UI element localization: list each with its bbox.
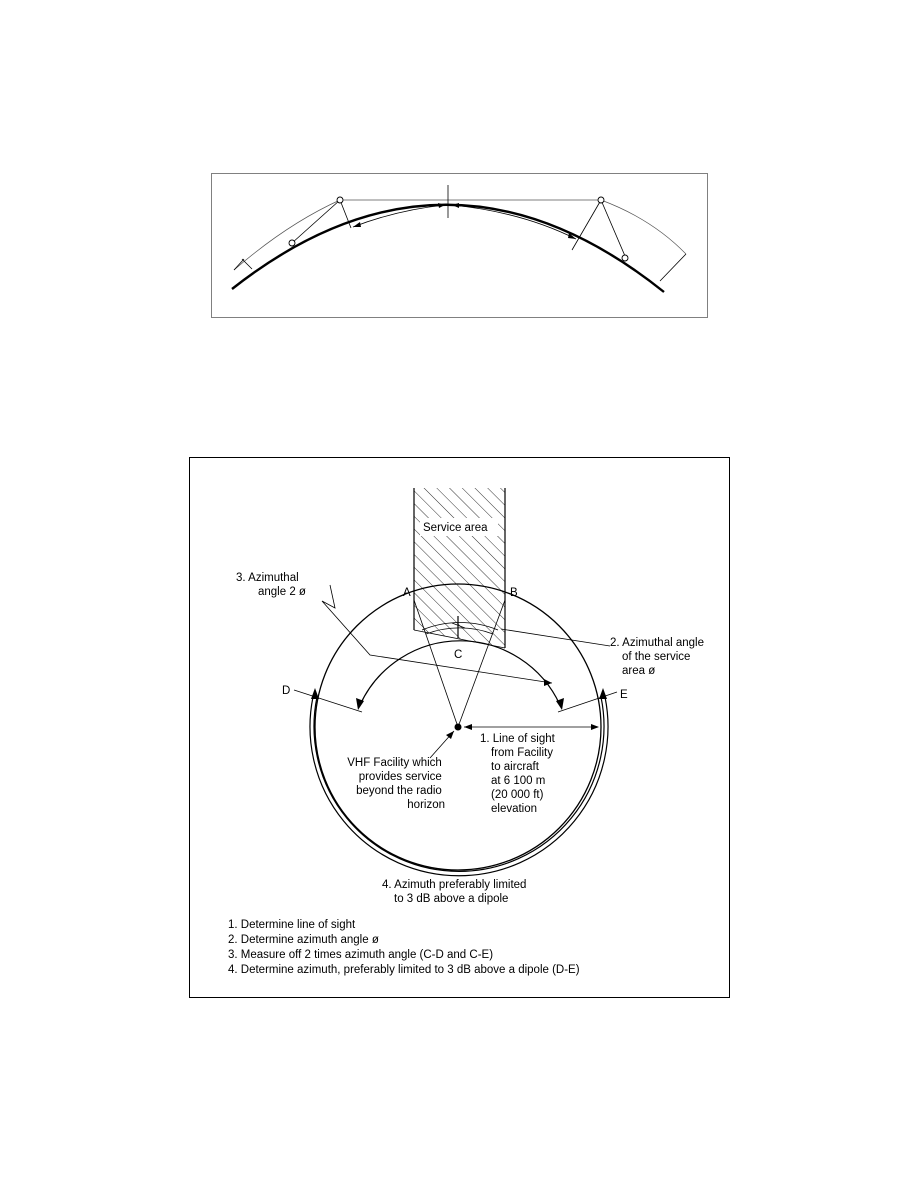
left-station-marker (337, 197, 343, 203)
left-outer-arc (234, 200, 340, 270)
vhf-facility-label: VHF Facility which provides service beyond the radio horizon (347, 757, 445, 811)
left-outer-tick (234, 259, 244, 270)
right-outer-tick (660, 254, 686, 281)
right-outer-arc (601, 200, 686, 254)
step-4: 4. Determine azimuth, preferably limited to 3 dB above a dipole (D-E) (228, 964, 580, 976)
left-surface-tick (242, 259, 252, 269)
left-arrowhead-a (353, 222, 361, 227)
azimuthal-2phi-label: 3. Azimuthal angle 2 ø (236, 572, 306, 598)
leader-service-angle (501, 629, 610, 646)
azimuthal-phi-label: 2. Azimuthal angle of the service area ø (610, 637, 704, 677)
service-area-diagram (190, 458, 729, 997)
point-b-label: B (510, 587, 518, 599)
vhf-facility-dot (455, 724, 462, 731)
point-a-label: A (403, 587, 411, 599)
service-area-label: Service area (423, 522, 488, 534)
earth-curvature-figure (211, 173, 708, 318)
step-2: 2. Determine azimuth angle ø (228, 934, 379, 946)
step-1: 1. Determine line of sight (228, 919, 356, 931)
service-area-figure (189, 457, 730, 998)
point-c-label: C (454, 649, 463, 661)
right-angle-arrow (452, 205, 576, 239)
service-area-strip (414, 488, 505, 648)
procedure-steps (228, 918, 580, 978)
leader-d (294, 690, 362, 712)
point-e-label: E (620, 689, 628, 701)
right-ground-marker (622, 255, 628, 261)
point-d-label: D (282, 685, 291, 697)
step-3: 3. Measure off 2 times azimuth angle (C-D and C-E) (228, 949, 494, 961)
azimuth-limit-label: 4. Azimuth preferably limited to 3 dB above a dipole (382, 879, 527, 905)
earth-curvature-diagram (212, 174, 707, 317)
right-station-marker (598, 197, 604, 203)
right-radial-1 (572, 200, 601, 250)
leader-e (558, 692, 617, 712)
line-of-sight-label: 1. Line of sight from Facility to aircraft at 6 100 m (20 000 ft) elevation (480, 733, 555, 815)
left-ground-marker (289, 240, 295, 246)
